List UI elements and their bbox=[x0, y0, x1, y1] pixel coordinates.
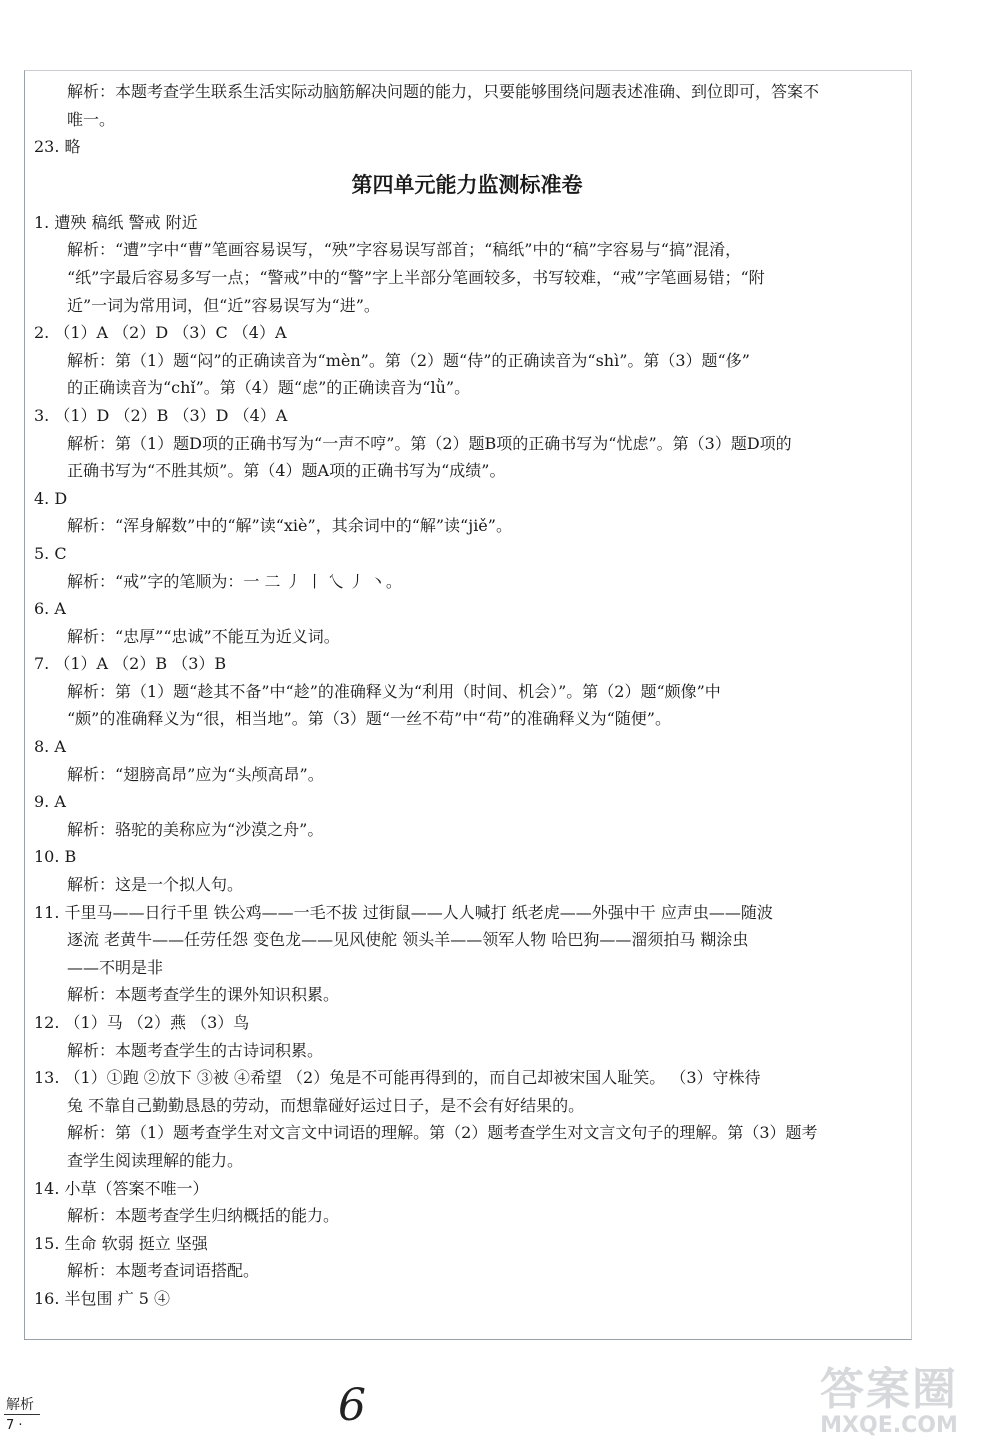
text-line: 8. A bbox=[34, 737, 66, 757]
text-line: 解析：第（1）题“趁其不备”中“趁”的准确释义为“利用（时间、机会）”。第（2）题“颇像”中 bbox=[67, 681, 721, 701]
watermark-logo bbox=[820, 1366, 958, 1438]
text-line: 逐流 老黄牛——任劳任怨 变色龙——见风使舵 领头羊——领军人物 哈巴狗——溜须拍马 糊涂虫 bbox=[67, 930, 749, 950]
page-number: 7 · bbox=[6, 1418, 23, 1433]
text-line: 15. 生命 软弱 挺立 坚强 bbox=[34, 1233, 208, 1253]
text-line: 查学生阅读理解的能力。 bbox=[67, 1150, 244, 1170]
text-line: 解析：这是一个拟人句。 bbox=[67, 875, 244, 895]
text-line: 11. 千里马——日行千里 铁公鸡——一毛不拔 过街鼠——人人喊打 纸老虎——外强中干 应声虫——随波 bbox=[34, 902, 773, 922]
text-line: 10. B bbox=[34, 847, 77, 867]
text-line: 解析：“忠厚”“忠诚”不能互为近义词。 bbox=[67, 626, 340, 646]
footer-label: 解析 bbox=[6, 1397, 34, 1413]
footer-divider bbox=[4, 1414, 40, 1415]
text-line: 2. （1）A （2）D （3）C （4）A bbox=[34, 323, 287, 343]
text-line: 7. （1）A （2）B （3）B bbox=[34, 654, 227, 674]
text-line: 解析：本题考查学生联系生活实际动脑筋解决问题的能力，只要能够围绕问题表述准确、到位即可，答案不 bbox=[67, 82, 820, 101]
text-line: 解析：第（1）题D项的正确书写为“一声不哼”。第（2）题B项的正确书写为“忧虑”。第（3）题D项的 bbox=[67, 433, 792, 453]
text-line: 3. （1）D （2）B （3）D （4）A bbox=[34, 405, 288, 425]
text-line: “颇”的准确释义为“很，相当地”。第（3）题“一丝不苟”中“苟”的准确释义为“随便”。 bbox=[67, 709, 671, 729]
text-line: 解析：本题考查学生归纳概括的能力。 bbox=[67, 1206, 340, 1226]
text-line: 解析：第（1）题考查学生对文言文中词语的理解。第（2）题考查学生对文言文句子的理解。第（3）题考 bbox=[67, 1123, 818, 1143]
text-line: 6. A bbox=[34, 599, 66, 619]
text-line: 解析：第（1）题“闷”的正确读音为“mèn”。第（2）题“侍”的正确读音为“shì”。第（3）题“侈” bbox=[67, 350, 750, 370]
text-line: 解析：“浑身解数”中的“解”读“xiè”，其余词中的“解”读“jiě”。 bbox=[67, 516, 512, 536]
handwritten-mark: 6 bbox=[338, 1380, 366, 1431]
text-line: 23. 略 bbox=[34, 137, 81, 157]
text-line: 解析：“翅膀高昂”应为“头颅高昂”。 bbox=[67, 764, 324, 784]
text-line: 解析：骆驼的美称应为“沙漠之舟”。 bbox=[67, 819, 324, 839]
text-line: ——不明是非 bbox=[67, 957, 164, 977]
text-line: 解析：“戒”字的笔顺为：一 二 丿 丨 乀 丿 丶。 bbox=[67, 571, 402, 591]
watermark-en: MXQE.COM bbox=[820, 1413, 958, 1438]
watermark-cn: 答案圈 bbox=[820, 1364, 958, 1415]
text-line: 4. D bbox=[34, 488, 68, 508]
text-line: 解析：“遭”字中“曹”笔画容易误写，“殃”字容易误写部首；“稿纸”中的“稿”字容易与“搞”混淆， bbox=[67, 240, 742, 260]
text-line: 的正确读音为“chǐ”。第（4）题“虑”的正确读音为“lǜ”。 bbox=[67, 378, 471, 398]
text-line: 近”一词为常用词，但“近”容易误写为“进”。 bbox=[67, 295, 380, 315]
text-line: 解析：本题考查词语搭配。 bbox=[67, 1261, 260, 1281]
text-line: 9. A bbox=[34, 792, 66, 812]
text-line: 解析：本题考查学生的古诗词积累。 bbox=[67, 1040, 324, 1060]
text-line: 16. 半包围 疒 5 ④ bbox=[34, 1288, 170, 1308]
text-line: 唯一。 bbox=[67, 109, 116, 129]
text-line: 兔 不靠自己勤勤恳恳的劳动，而想靠碰好运过日子，是不会有好结果的。 bbox=[67, 1095, 585, 1115]
section-title: 第四单元能力监测标准卷 bbox=[351, 172, 583, 197]
text-line: 14. 小草（答案不唯一） bbox=[34, 1178, 209, 1198]
text-line: 1. 遭殃 稿纸 警戒 附近 bbox=[34, 212, 198, 232]
text-line: 5. C bbox=[34, 543, 67, 563]
text-line: 解析：本题考查学生的课外知识积累。 bbox=[67, 985, 340, 1005]
text-line: “纸”字最后容易多写一点；“警戒”中的“警”字上半部分笔画较多，书写较难，“戒”字笔画易错；“附 bbox=[67, 267, 765, 287]
text-line: 12. （1）马 （2）燕 （3）鸟 bbox=[34, 1013, 250, 1032]
text-line: 正确书写为“不胜其烦”。第（4）题A项的正确书写为“成绩”。 bbox=[67, 461, 506, 481]
answer-content bbox=[34, 78, 900, 1313]
text-line: 13. （1）①跑 ②放下 ③被 ④希望 （2）兔是不可能再得到的，而自己却被宋国人耻笑。 （3）守株待 bbox=[34, 1068, 761, 1088]
